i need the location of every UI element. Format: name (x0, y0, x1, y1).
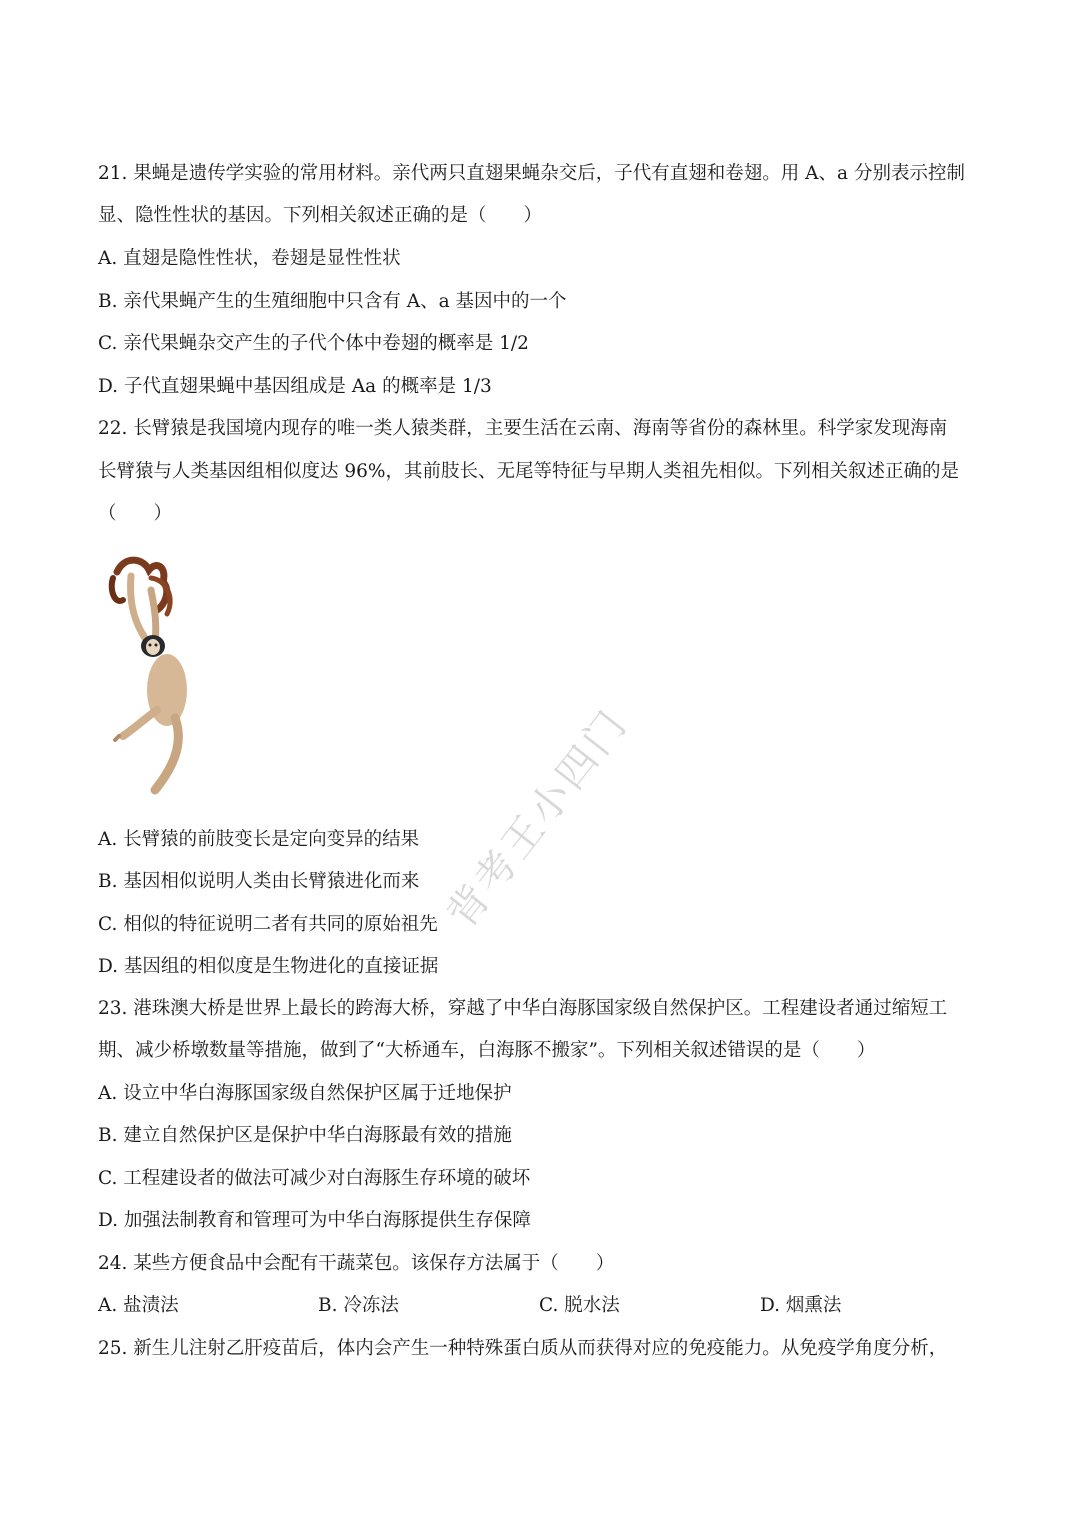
q21-option-a: A. 直翅是隐性性状，卷翅是显性性状 (98, 248, 401, 269)
q24-stem: 24. 某些方便食品中会配有干蔬菜包。该保存方法属于（ ） (98, 1253, 615, 1274)
q21-option-c: C. 亲代果蝇杂交产生的子代个体中卷翅的概率是 1/2 (98, 333, 529, 354)
watermark: 背考王小四门 (438, 700, 638, 937)
q24-option-a: A. 盐渍法 (98, 1295, 179, 1316)
q22-option-c: C. 相似的特征说明二者有共同的原始祖先 (98, 914, 438, 935)
q24-option-d: D. 烟熏法 (760, 1295, 842, 1316)
q23-option-b: B. 建立自然保护区是保护中华白海豚最有效的措施 (98, 1125, 512, 1146)
q21-stem-line1: 21. 果蝇是遗传学实验的常用材料。亲代两只直翅果蝇杂交后，子代有直翅和卷翅。用 A、a 分别表示控制 (98, 163, 965, 184)
q23-stem-line1: 23. 港珠澳大桥是世界上最长的跨海大桥，穿越了中华白海豚国家级自然保护区。工程建设者通过缩短工 (98, 998, 948, 1019)
q25-stem-line1: 25. 新生儿注射乙肝疫苗后，体内会产生一种特殊蛋白质从而获得对应的免疫能力。从免疫学角度分析， (98, 1338, 948, 1359)
q21-stem-line2: 显、隐性性状的基因。下列相关叙述正确的是（ ） (98, 205, 543, 226)
q22-option-b: B. 基因相似说明人类由长臂猿进化而来 (98, 871, 420, 892)
q21-option-d: D. 子代直翅果蝇中基因组成是 Aa 的概率是 1/3 (98, 376, 492, 397)
q23-option-a: A. 设立中华白海豚国家级自然保护区属于迁地保护 (98, 1083, 512, 1104)
q24-option-c: C. 脱水法 (539, 1295, 620, 1316)
q21-option-b: B. 亲代果蝇产生的生殖细胞中只含有 A、a 基因中的一个 (98, 291, 567, 312)
gibbon-illustration (105, 550, 215, 800)
q22-stem-line1: 22. 长臂猿是我国境内现存的唯一类人猿类群，主要生活在云南、海南等省份的森林里。科学家发现海南 (98, 418, 948, 439)
q22-stem-line2: 长臂猿与人类基因组相似度达 96%，其前肢长、无尾等特征与早期人类祖先相似。下列相关叙述正确的是 (98, 461, 960, 482)
q23-option-c: C. 工程建设者的做法可减少对白海豚生存环境的破坏 (98, 1168, 531, 1189)
q22-option-a: A. 长臂猿的前肢变长是定向变异的结果 (98, 829, 420, 850)
q24-option-b: B. 冷冻法 (318, 1295, 399, 1316)
q23-stem-line2: 期、减少桥墩数量等措施，做到了“大桥通车，白海豚不搬家”。下列相关叙述错误的是（ ） (98, 1040, 876, 1061)
q23-option-d: D. 加强法制教育和管理可为中华白海豚提供生存保障 (98, 1210, 531, 1231)
q22-stem-line3: （ ） (98, 503, 173, 524)
q22-option-d: D. 基因组的相似度是生物进化的直接证据 (98, 956, 439, 977)
